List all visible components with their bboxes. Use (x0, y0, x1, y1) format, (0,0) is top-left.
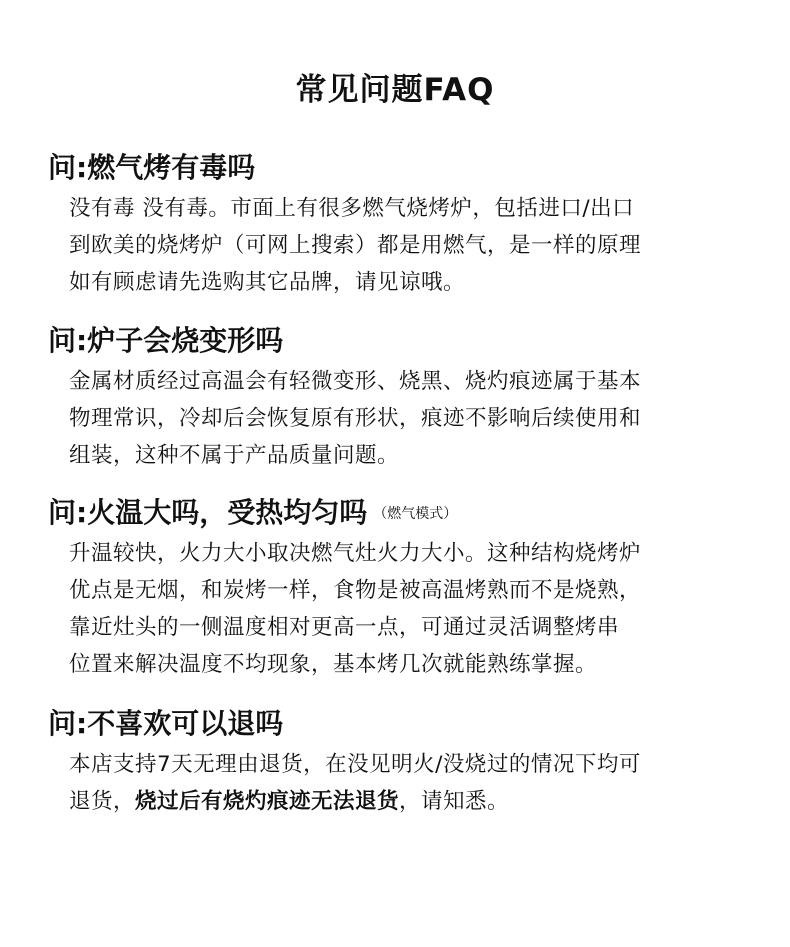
answer-line: 升温较快，火力大小取决燃气灶火力大小。这种结构烧烤炉 (69, 541, 642, 566)
faq-question (48, 493, 748, 533)
faq-answer (69, 535, 748, 683)
faq-question-text: 问:火温大吗，受热均匀吗 (48, 496, 368, 529)
answer-line: 组装，这种不属于产品质量问题。 (69, 443, 400, 468)
answer-line: 金属材质经过高温会有轻微变形、烧黑、烧灼痕迹属于基本 (69, 369, 642, 394)
answer-prefix: 退货， (69, 789, 136, 814)
answer-line: 靠近灶头的一侧温度相对更高一点，可通过灵活调整烤串 (69, 615, 620, 640)
faq-answer (69, 363, 748, 474)
answer-bold-warning: 烧过后有烧灼痕迹无法退货 (135, 789, 400, 814)
faq-question-note: （燃气模式） (373, 506, 458, 522)
answer-line: 物理常识，冷却后会恢复原有形状，痕迹不影响后续使用和 (69, 406, 642, 431)
faq-answer (69, 746, 748, 820)
faq-item (48, 704, 748, 820)
faq-answer (69, 190, 748, 301)
answer-line: 优点是无烟，和炭烤一样，食物是被高温烤熟而不是烧熟， (69, 578, 642, 603)
answer-suffix: ，请知悉。 (399, 789, 510, 814)
answer-line: 本店支持7天无理由退货，在没见明火/没烧过的情况下均可 (69, 752, 641, 777)
answer-line (69, 783, 748, 820)
faq-question: 问:燃气烤有毒吗 (48, 151, 256, 184)
faq-question: 问:不喜欢可以退吗 (48, 707, 284, 740)
faq-item (48, 321, 748, 474)
answer-line: 如有顾虑请先选购其它品牌，请见谅哦。 (69, 270, 466, 295)
answer-line: 位置来解决温度不均现象，基本烤几次就能熟练掌握。 (69, 652, 598, 677)
answer-line: 没有毒 没有毒。市面上有很多燃气烧烤炉，包括进口/出口 (69, 196, 635, 221)
answer-line: 到欧美的烧烤炉（可网上搜索）都是用燃气，是一样的原理 (69, 233, 642, 258)
page-title: 常见问题FAQ (295, 72, 495, 108)
faq-question: 问:炉子会烧变形吗 (48, 324, 284, 357)
faq-item (48, 148, 748, 301)
faq-item (48, 493, 748, 683)
